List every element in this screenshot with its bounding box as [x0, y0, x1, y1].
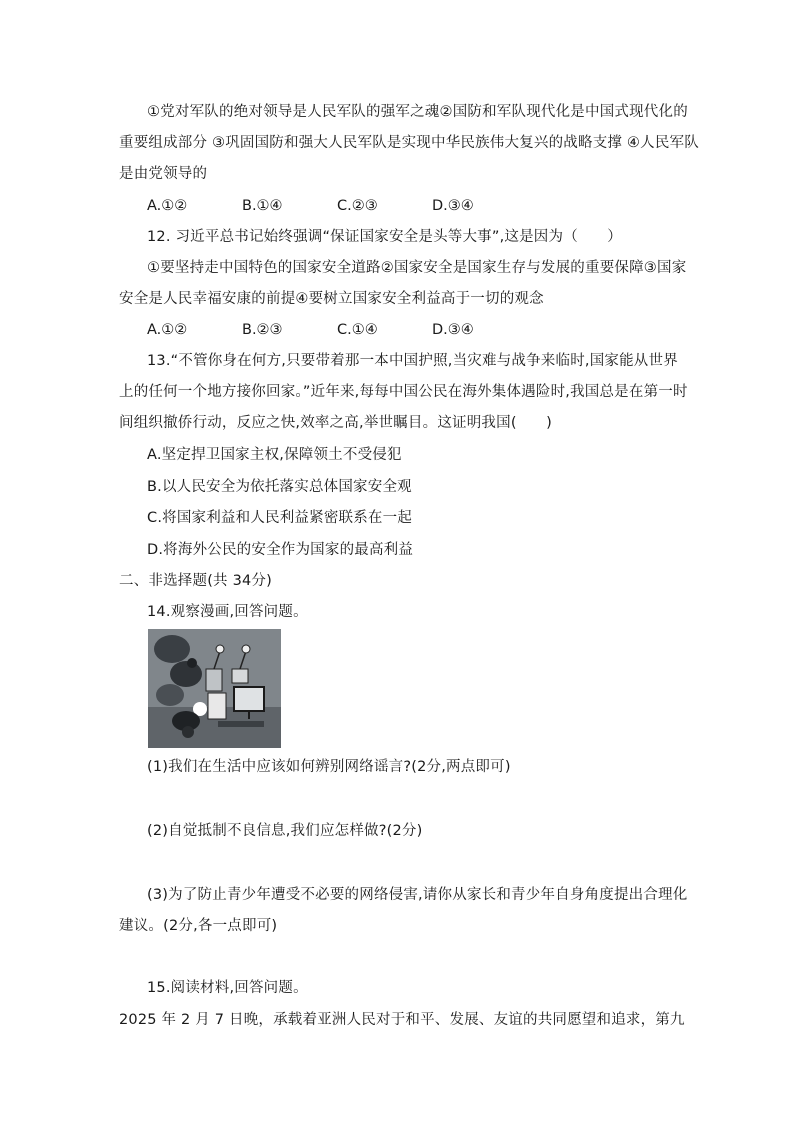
- q14-sub-question-1: (1)我们在生活中应该如何辨别网络谣言?(2分,两点即可): [147, 759, 511, 775]
- q11-option-c: C.②③: [337, 198, 378, 214]
- q11-statement-line-2: 重要组成部分 ③巩固国防和强大人民军队是实现中华民族伟大复兴的战略支撑 ④人民军队: [119, 135, 699, 151]
- q11-statement-line-3: 是由党领导的: [119, 166, 208, 182]
- q12-stem: 12. 习近平总书记始终强调“保证国家安全是头等大事”,这是因为（ ）: [147, 229, 622, 245]
- q14-cartoon-image: [148, 629, 281, 748]
- q11-option-a: A.①②: [147, 198, 188, 214]
- q13-option-b: B.以人民安全为依托落实总体国家安全观: [147, 479, 412, 495]
- q11-option-d: D.③④: [432, 198, 474, 214]
- q14-sub-question-2: (2)自觉抵制不良信息,我们应怎样做?(2分): [147, 823, 423, 839]
- q12-option-d: D.③④: [432, 322, 474, 338]
- q13-stem-line-2: 上的任何一个地方接你回家。”近年来,每每中国公民在海外集体遇险时,我国总是在第一时: [119, 384, 688, 400]
- q14-sub-question-3-line-2: 建议。(2分,各一点即可): [119, 918, 278, 934]
- q15-stem: 15.阅读材料,回答问题。: [147, 980, 308, 996]
- q12-option-c: C.①④: [337, 322, 378, 338]
- q13-option-a: A.坚定捍卫国家主权,保障领土不受侵犯: [147, 447, 402, 463]
- q13-stem-line-1: 13.“不管你身在何方,只要带着那一本中国护照,当灾难与战争来临时,国家能从世界: [147, 353, 678, 369]
- q12-option-a: A.①②: [147, 322, 188, 338]
- q14-stem: 14.观察漫画,回答问题。: [147, 604, 308, 620]
- q15-material-line-1: 2025 年 2 月 7 日晚，承载着亚洲人民对于和平、发展、友谊的共同愿望和追求，第九: [119, 1012, 685, 1028]
- section-heading-non-choice: 二、非选择题(共 34分): [119, 573, 272, 589]
- q12-statement-line-2: 安全是人民幸福安康的前提④要树立国家安全利益高于一切的观念: [119, 291, 544, 307]
- q13-option-d: D.将海外公民的安全作为国家的最高利益: [147, 542, 414, 558]
- cartoon-illustration: [148, 629, 281, 748]
- q13-option-c: C.将国家利益和人民利益紧密联系在一起: [147, 510, 413, 526]
- q11-statement-line-1: ①党对军队的绝对领导是人民军队的强军之魂②国防和军队现代化是中国式现代化的: [147, 104, 688, 120]
- q12-statement-line-1: ①要坚持走中国特色的国家安全道路②国家安全是国家生存与发展的重要保障③国家: [147, 260, 687, 276]
- q12-option-b: B.②③: [242, 322, 283, 338]
- q12-options: [147, 320, 527, 340]
- q11-options: [147, 196, 527, 216]
- q14-sub-question-3-line-1: (3)为了防止青少年遭受不必要的网络侵害,请你从家长和青少年自身角度提出合理化: [147, 887, 688, 903]
- q13-stem-line-3: 间组织撤侨行动，反应之快,效率之高,举世瞩目。这证明我国( ): [119, 415, 552, 431]
- q11-option-b: B.①④: [242, 198, 283, 214]
